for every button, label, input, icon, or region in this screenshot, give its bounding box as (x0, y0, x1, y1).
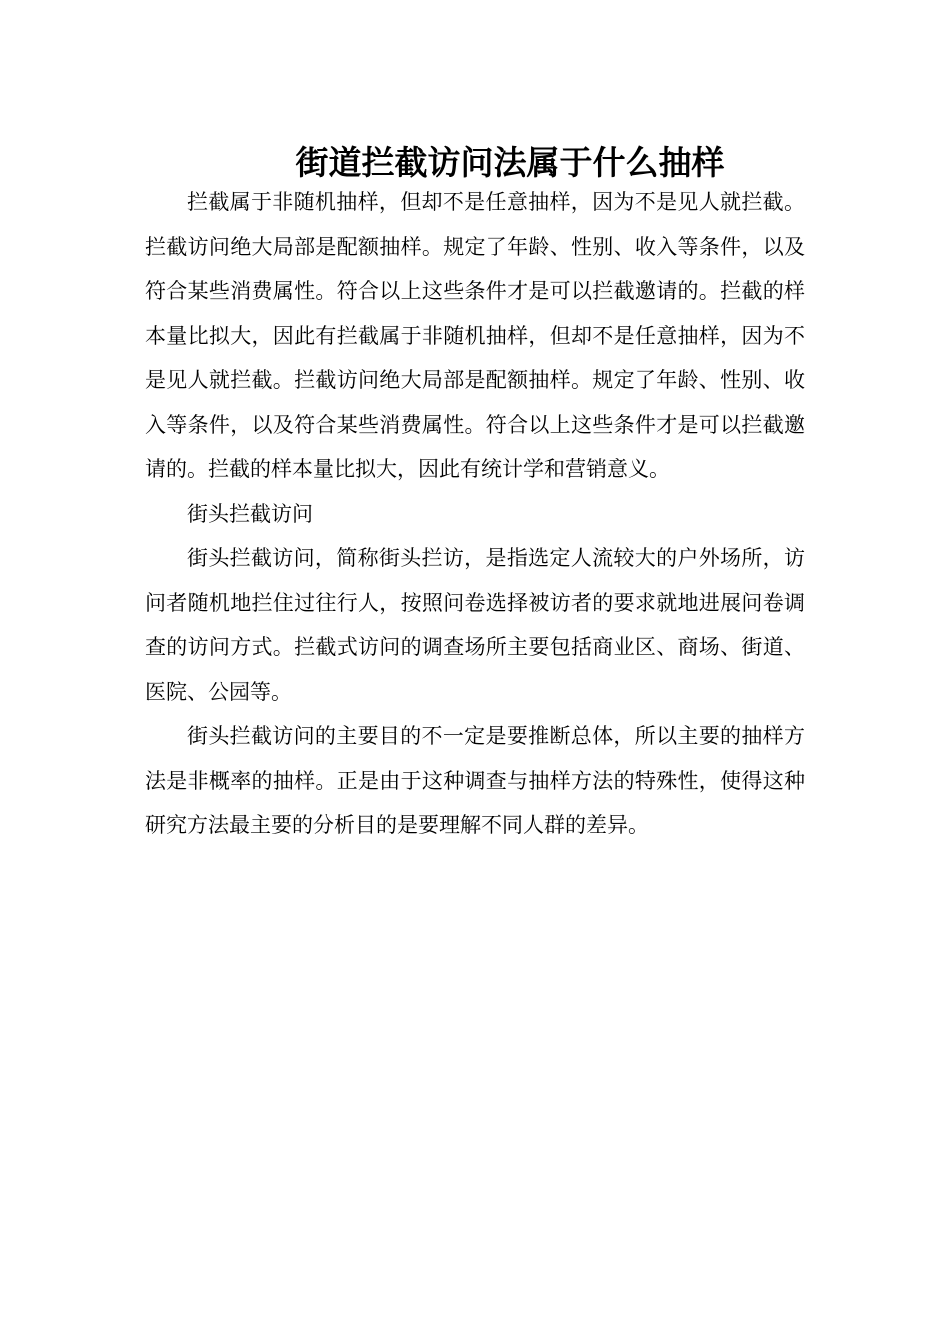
paragraph-purpose: 街头拦截访问的主要目的不一定是要推断总体，所以主要的抽样方法是非概率的抽样。正是由于这种调查与抽样方法的特殊性，使得这种研究方法最主要的分析目的是要理解不同人群的差异。 (145, 724, 805, 837)
document-title: 街道拦截访问法属于什么抽样 (295, 143, 725, 183)
section-heading: 街头拦截访问 (187, 501, 313, 526)
document-body (145, 180, 805, 848)
paragraph-intro: 拦截属于非随机抽样，但却不是任意抽样，因为不是见人就拦截。拦截访问绝大局部是配额抽样。规定了年龄、性别、收入等条件，以及符合某些消费属性。符合以上这些条件才是可以拦截邀请的。拦截的样本量比拟大，因此有拦截属于非随机抽样，但却不是任意抽样，因为不是见人就拦截。拦截访问绝大局部是配额抽样。规定了年龄、性别、收入等条件，以及符合某些消费属性。符合以上这些条件才是可以拦截邀请的。拦截的样本量比拟大，因此有统计学和营销意义。 (145, 190, 805, 481)
paragraph-definition: 街头拦截访问，简称街头拦访，是指选定人流较大的户外场所，访问者随机地拦住过往行人，按照问卷选择被访者的要求就地进展问卷调查的访问方式。拦截式访问的调查场所主要包括商业区、商场、街道、医院、公园等。 (145, 546, 805, 704)
